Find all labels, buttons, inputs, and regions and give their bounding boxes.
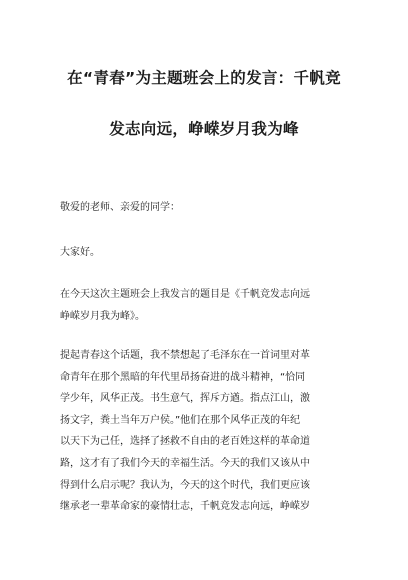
document-title-line-1: 在“青春”为主题班会上的发言：千帆竞: [67, 69, 341, 87]
intro-line: 在今天这次主题班会上我发言的题目是《千帆竞发志向远: [60, 289, 310, 300]
intro-line: 峥嵘岁月我为峰》。: [60, 310, 145, 322]
body-line: 路，这才有了我们今天的幸福生活。今天的我们又该从中: [60, 457, 310, 469]
intro-paragraph: [60, 284, 350, 327]
salutation: 敬爱的老师、亲爱的同学：: [60, 202, 180, 213]
body-line: 提起青春这个话题，我不禁想起了毛泽东在一首词里对革: [60, 350, 310, 361]
body-line: 命青年在那个黑暗的年代里昂扬奋进的战斗精神，“恰同: [60, 371, 306, 383]
body-line: 继承老一辈革命家的豪情壮志，千帆竞发志向远，峥嵘岁: [60, 501, 310, 513]
body-line: 扬文字，粪土当年万户侯。”他们在那个风华正茂的年纪: [60, 414, 301, 426]
body-line: 得到什么启示呢？我认为，今天的这个时代，我们更应该: [60, 479, 310, 491]
body-paragraph: [60, 345, 350, 518]
body-line: 学少年，风华正茂。书生意气，挥斥方遒。指点江山，激: [60, 393, 310, 405]
greeting: 大家好。: [60, 247, 100, 258]
body-line: 以天下为己任，选择了拯救不自由的老百姓这样的革命道: [60, 436, 310, 448]
document-title-line-2: 发志向远，峥嵘岁月我为峰: [109, 120, 299, 138]
